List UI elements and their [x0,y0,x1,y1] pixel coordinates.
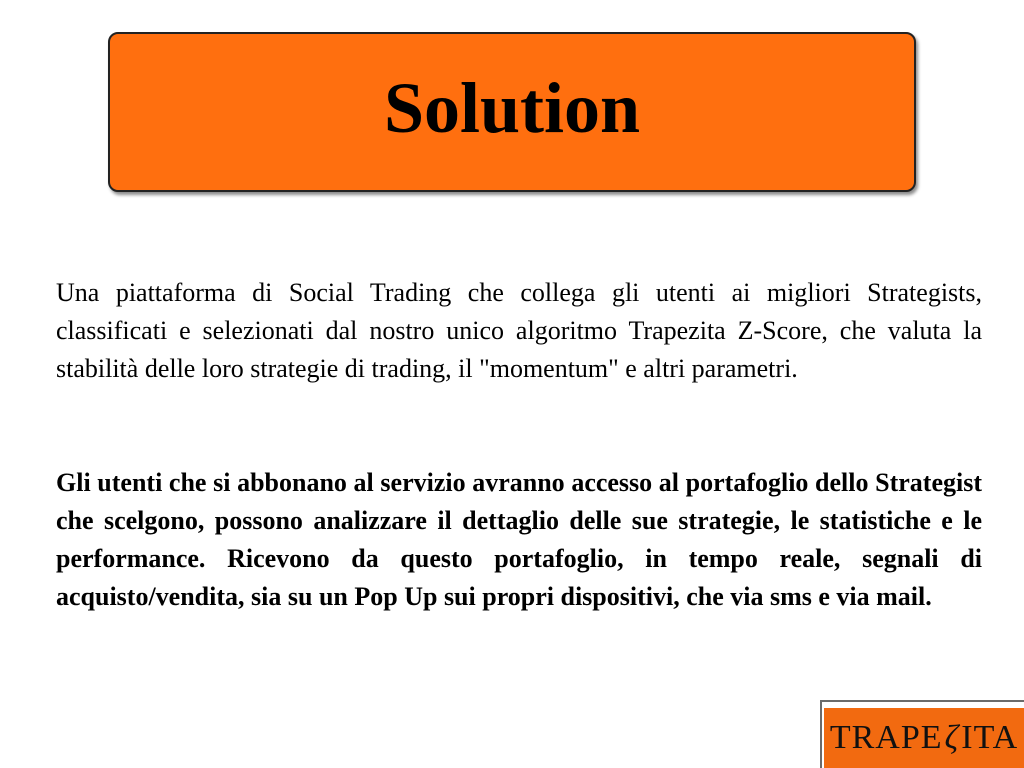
title-banner [108,32,916,192]
logo-wordmark [824,708,1024,768]
details-paragraph: Gli utenti che si abbonano al servizio avranno accesso al portafoglio dello Strategist che scelgono, possono analizzare il dettaglio delle sue strategie, le statistiche e le performance. Ricevono da questo portafoglio, in tempo reale, segnali di acquisto/vendita, sia su un Pop Up sui propri dispositivi, che via sms e via mail. [56,468,982,611]
slide-title: Solution [383,68,641,148]
logo-zeta-glyph: ζ [944,719,960,756]
logo-text-left: TRAPE [829,719,943,756]
intro-paragraph: Una piattaforma di Social Trading che collega gli utenti ai migliori Strategists, classificati e selezionati dal nostro unico algoritmo Trapezita Z-Score, che valuta la stabilità delle loro strategie di trading, il "momentum" e altri parametri. [56,278,982,383]
logo-text-right: ITA [961,719,1019,756]
trapezita-logo [820,700,1024,768]
